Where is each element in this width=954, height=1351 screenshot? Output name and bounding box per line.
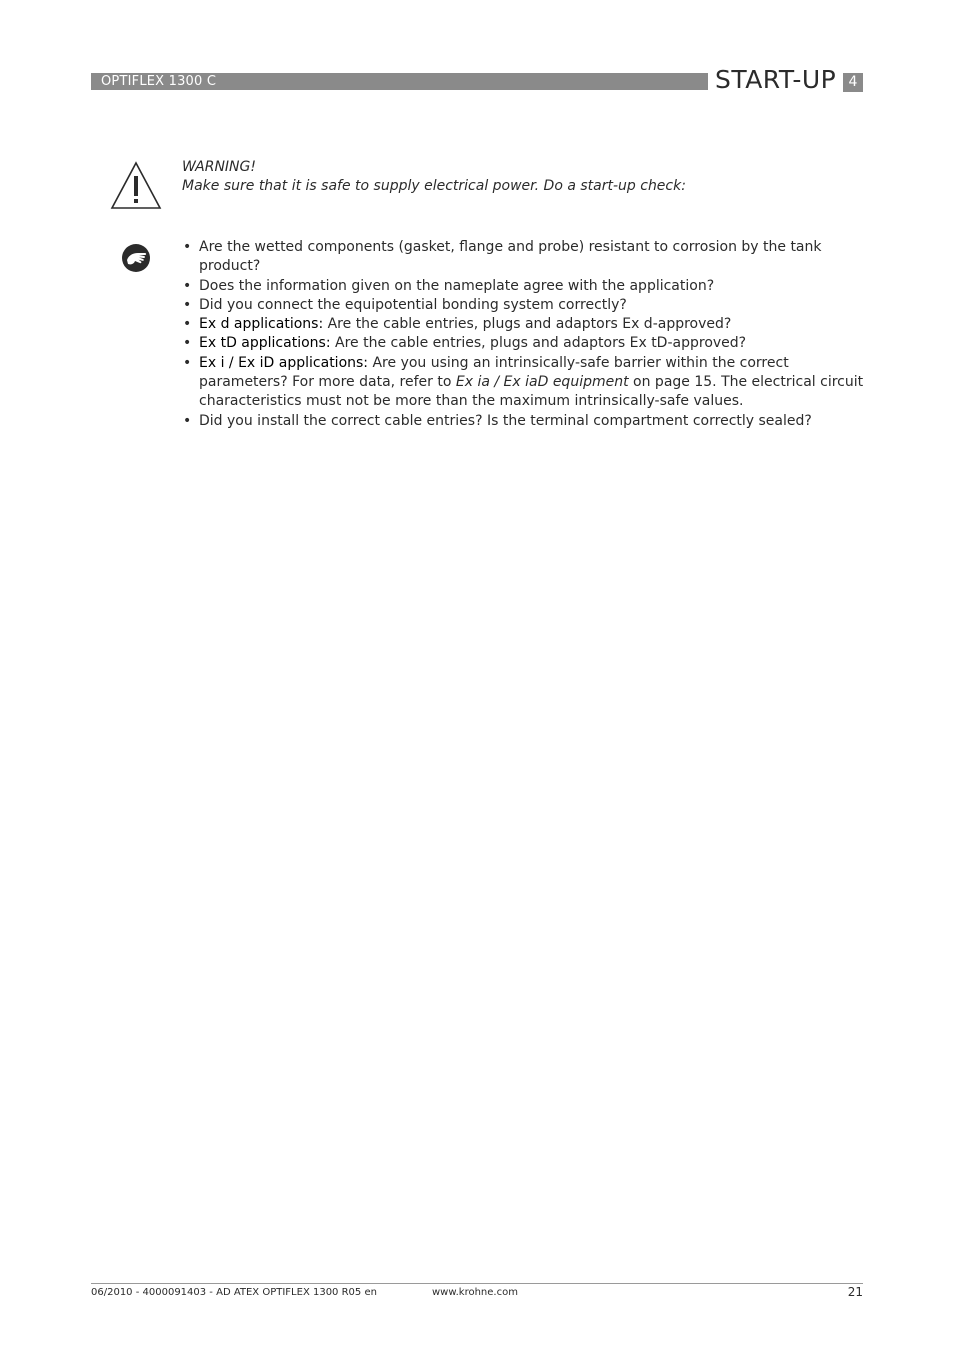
section-title: START-UP [715,65,837,94]
list-item: • Does the information given on the nameplate agree with the application? [183,277,715,294]
list-item: • Ex tD applications: Are the cable entries, plugs and adaptors Ex tD-approved? [183,335,747,352]
list-item: • Are the wetted components (gasket, flange and probe) resistant to corrosion by the tank product? [183,239,822,275]
hand-icon [120,243,152,273]
chapter-number: 4 [843,73,863,92]
item-text: Did you connect the equipotential bonding system correctly? [199,296,627,313]
list-item: • Did you connect the equipotential bonding system correctly? [183,296,627,313]
item-label: Ex tD applications: [199,335,331,352]
item-text: Are the wetted components (gasket, flange and probe) resistant to corrosion by the tank product? [199,239,822,275]
item-text: Are the cable entries, plugs and adaptors Ex d-approved? [323,316,732,333]
product-name: OPTIFLEX 1300 C [101,74,217,89]
warning-text: Make sure that it is safe to supply electrical power. Do a start-up check: [182,178,686,194]
item-text-after: on page 15. The electrical circuit characteristics must not be more than the maximum intrinsically-safe values. [199,374,864,410]
cross-reference-link[interactable]: Ex ia / Ex iaD equipment [455,374,629,391]
footer-divider [91,1283,863,1284]
page-number: 21 [847,1285,863,1299]
warning-triangle-icon [110,160,162,210]
footer-document-id: 06/2010 - 4000091403 - AD ATEX OPTIFLEX 1300 R05 en [91,1287,377,1298]
startup-checklist [182,238,872,431]
list-item: • Ex i / Ex iD applications: Are you using an intrinsically-safe barrier within the correct parameters? For more data, refer to Ex ia / Ex iaD equipment on page 15. The electrical circuit characteristics must not be more than the maximum intrinsically-safe values. [183,354,864,410]
item-text: Did you install the correct cable entries? Is the terminal compartment correctly sealed? [199,412,812,429]
item-label: Ex d applications: [199,316,324,333]
item-text: Are you using an intrinsically-safe barrier within the correct parameters? For more data, refer to [199,354,789,391]
warning-title: WARNING! [182,159,256,175]
item-label: Ex i / Ex iD applications: [199,354,369,371]
list-item: • Did you install the correct cable entries? Is the terminal compartment correctly sealed? [183,412,812,429]
item-text: Does the information given on the nameplate agree with the application? [199,277,715,294]
item-text: Are the cable entries, plugs and adaptors Ex tD-approved? [330,335,747,352]
footer-website[interactable]: www.krohne.com [432,1287,518,1298]
header-bar [91,73,708,90]
list-item: • Ex d applications: Are the cable entries, plugs and adaptors Ex d-approved? [183,316,732,333]
